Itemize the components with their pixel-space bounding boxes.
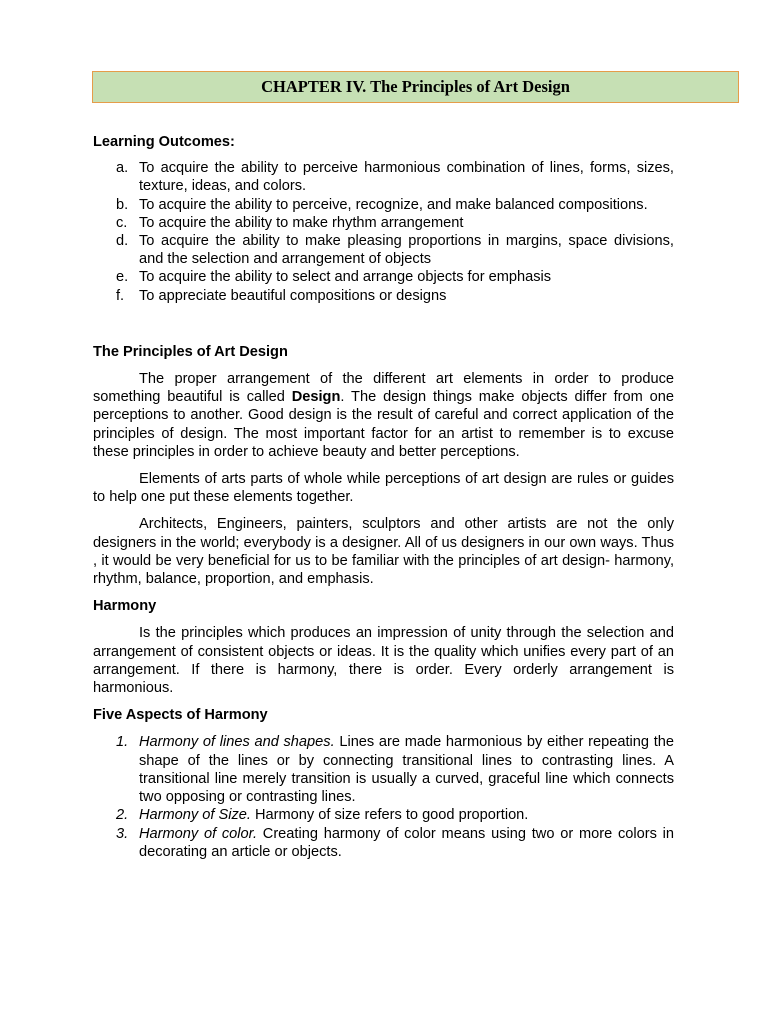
aspect-text: Harmony of size refers to good proportion. xyxy=(250,807,529,824)
list-marker: 1. xyxy=(116,734,129,751)
list-item xyxy=(93,825,674,861)
list-item-text: To acquire the ability to make rhythm arrangement xyxy=(139,214,464,231)
list-marker: 2. xyxy=(116,807,129,824)
design-term: Design xyxy=(291,389,341,406)
aspect-term: Harmony of color. xyxy=(139,825,258,842)
list-marker: a. xyxy=(116,160,129,177)
principles-paragraph-2: Elements of arts parts of whole while perceptions of art design are rules or guides to help one put these elements together. xyxy=(93,471,674,506)
list-marker: e. xyxy=(116,269,129,286)
learning-outcomes-list xyxy=(93,159,674,305)
chapter-title-box xyxy=(92,71,739,103)
learning-outcomes-heading: Learning Outcomes: xyxy=(93,134,235,150)
principles-heading: The Principles of Art Design xyxy=(93,343,288,360)
list-item xyxy=(93,159,674,195)
aspect-term: Harmony of Size. xyxy=(139,807,251,824)
aspect-text: Lines are made harmonious by either repeating the shape of the lines or by connecting transitional lines to contrasting lines. A transitional line merely transition is usually a curved, graceful line which connects two opposing or contrasting lines. xyxy=(139,734,674,806)
harmony-paragraph: Is the principles which produces an impression of unity through the selection and arrangement of consistent objects or ideas. It is the quality which unifies every part of an arrangement. If there is harmony, there is order. Every orderly arrangement is harmonious. xyxy=(93,625,674,697)
principles-paragraph-1 xyxy=(93,370,674,461)
list-item-text: To acquire the ability to select and arrange objects for emphasis xyxy=(139,269,552,286)
principles-p1-after: . The design things make objects differ from one perceptions to another. Good design is the result of careful and correct application of the principles of design. The most important factor for an artist to remember is to excuse these principles in order to achieve beauty and better perceptions. xyxy=(93,389,674,460)
list-item xyxy=(93,287,674,305)
list-marker: b. xyxy=(116,196,129,213)
list-marker: f. xyxy=(116,287,125,304)
list-item-text: To appreciate beautiful compositions or designs xyxy=(139,287,447,304)
aspects-list xyxy=(93,733,674,860)
principles-paragraph-3: Architects, Engineers, painters, sculptors and other artists are not the only designers in the world; everybody is a designer. All of us designers in our own ways. Thus , it would be very beneficial for us to be familiar with the principles of art design- harmony, rhythm, balance, proportion, and emphasis. xyxy=(93,516,674,588)
list-item-text: To acquire the ability to perceive, recognize, and make balanced compositions. xyxy=(139,196,648,213)
aspects-heading: Five Aspects of Harmony xyxy=(93,707,268,724)
list-marker: c. xyxy=(116,214,128,231)
list-marker: 3. xyxy=(116,825,129,842)
list-marker: d. xyxy=(116,233,129,250)
list-item xyxy=(93,268,674,286)
list-item xyxy=(93,806,674,824)
aspect-text: Creating harmony of color means using two or more colors in decorating an article or objects. xyxy=(139,825,674,860)
aspect-term: Harmony of lines and shapes. xyxy=(139,734,335,751)
list-item-text: To acquire the ability to perceive harmonious combination of lines, forms, sizes, texture, ideas, and colors. xyxy=(139,160,674,195)
list-item xyxy=(93,196,674,214)
list-item-text: To acquire the ability to make pleasing proportions in margins, space divisions, and the selection and arrangement of objects xyxy=(139,233,674,268)
list-item xyxy=(93,232,674,268)
document-page xyxy=(93,71,674,861)
list-item xyxy=(93,214,674,232)
list-item xyxy=(93,733,674,806)
principles-p1-before: The proper arrangement of the different art elements in order to produce something beautiful is called xyxy=(93,371,674,406)
harmony-heading: Harmony xyxy=(93,598,157,615)
chapter-title: CHAPTER IV. The Principles of Art Design xyxy=(261,76,570,96)
